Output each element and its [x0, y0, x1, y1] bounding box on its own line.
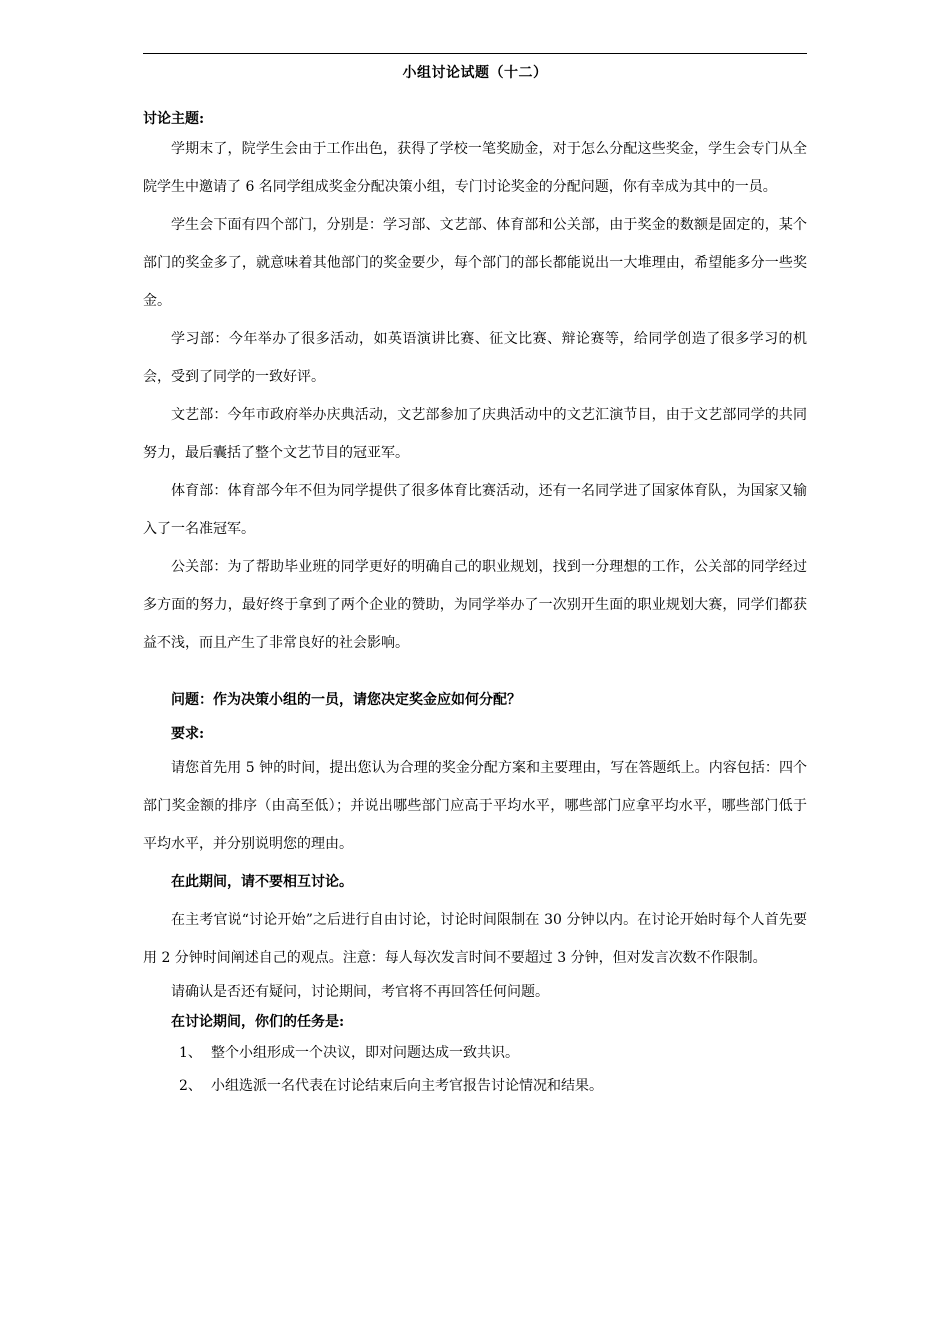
tasks-heading: 在讨论期间，你们的任务是:: [171, 1014, 345, 1030]
topic-paragraph: 学习部：今年举办了很多活动，如英语演讲比赛、征文比赛、辩论赛等，给同学创造了很多学习的机会，受到了同学的一致好评。: [143, 331, 807, 385]
header-rule: [143, 53, 807, 54]
rules-text: 在主考官说“讨论开始”之后进行自由讨论，讨论时间限制在 30 分钟以内。在讨论开始时每个人首先要用 2 分钟时间阐述自己的观点。注意：每人每次发言时间不要超过 3 分钟，但对发言次数不作限制。: [143, 912, 807, 966]
task-text: 整个小组形成一个决议，即对问题达成一致共识。: [211, 1045, 519, 1061]
topic-paragraph: 公关部：为了帮助毕业班的同学更好的明确自己的职业规划，找到一分理想的工作，公关部的同学经过多方面的努力，最好终于拿到了两个企业的赞助，为同学举办了一次别开生面的职业规划大赛，同学们都获益不浅，而且产生了非常良好的社会影响。: [143, 559, 807, 651]
topic-heading: 讨论主题:: [143, 111, 205, 127]
requirements-heading: 要求:: [171, 726, 205, 742]
topic-paragraph: 学生会下面有四个部门，分别是：学习部、文艺部、体育部和公关部，由于奖金的数额是固定的，某个部门的奖金多了，就意味着其他部门的奖金要少，每个部门的部长都能说出一大堆理由，希望能多分一些奖金。: [143, 217, 807, 309]
topic-paragraph: 文艺部：今年市政府举办庆典活动，文艺部参加了庆典活动中的文艺汇演节目，由于文艺部同学的共同努力，最后囊括了整个文艺节目的冠亚军。: [143, 407, 807, 461]
document-body: [143, 108, 807, 1103]
task-text: 小组选派一名代表在讨论结束后向主考官报告讨论情况和结果。: [211, 1078, 603, 1094]
no-discussion-notice: 在此期间，请不要相互讨论。: [171, 874, 353, 890]
task-item: [143, 1070, 807, 1103]
question: 问题：作为决策小组的一员，请您决定奖金应如何分配？: [171, 692, 521, 708]
task-number: 1、: [179, 1045, 202, 1061]
task-number: 2、: [179, 1078, 202, 1094]
topic-paragraph: 体育部：体育部今年不但为同学提供了很多体育比赛活动，还有一名同学进了国家体育队，为国家又输入了一名准冠军。: [143, 483, 807, 537]
confirm-text: 请确认是否还有疑问，讨论期间，考官将不再回答任何问题。: [171, 984, 549, 1000]
requirements-text: 请您首先用 5 钟的时间，提出您认为合理的奖金分配方案和主要理由，写在答题纸上。内容包括：四个部门奖金额的排序（由高至低）；并说出哪些部门应高于平均水平，哪些部门应拿平均水平，哪些部门低于平均水平，并分别说明您的理由。: [143, 760, 807, 852]
topic-paragraph: 学期末了，院学生会由于工作出色，获得了学校一笔奖励金，对于怎么分配这些奖金，学生会专门从全院学生中邀请了 6 名同学组成奖金分配决策小组，专门讨论奖金的分配问题，你有幸成为其中的一员。: [143, 141, 807, 195]
task-item: [143, 1037, 807, 1070]
document-title: 小组讨论试题（十二）: [402, 65, 548, 81]
